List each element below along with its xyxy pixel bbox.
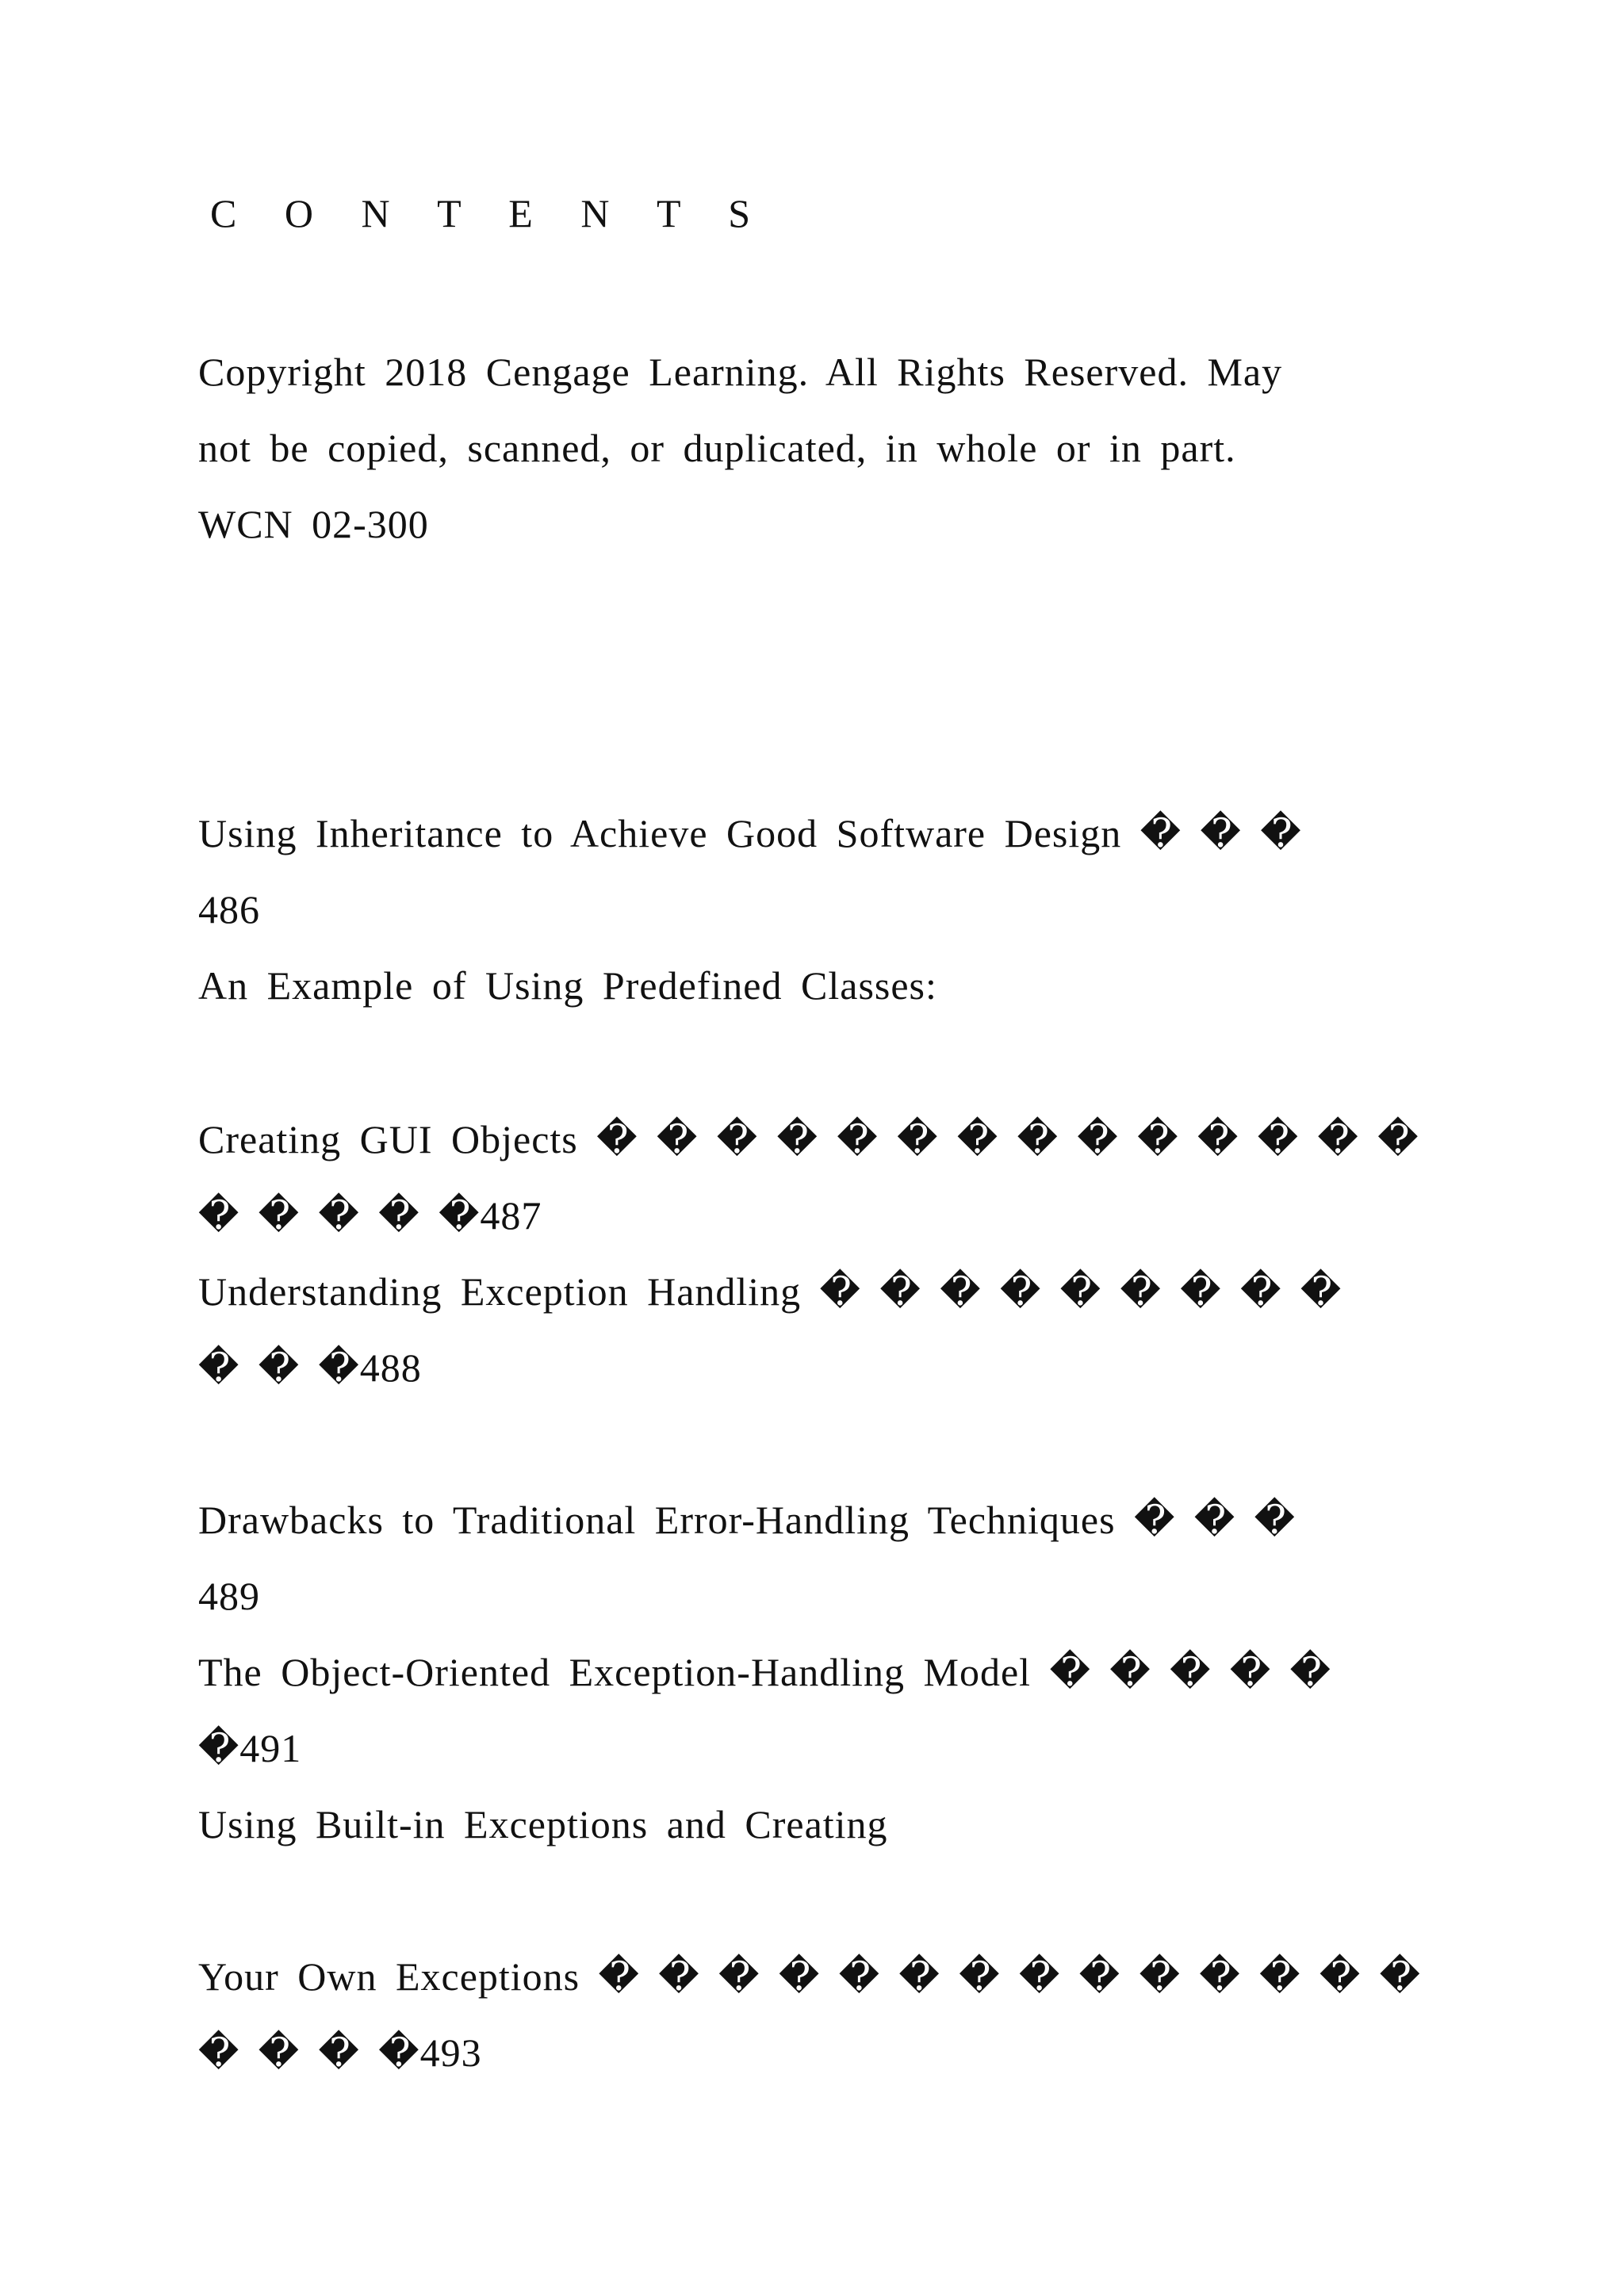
toc-entry-oo-model-page: �491 — [198, 1726, 302, 1770]
toc-entry-drawbacks-title: Drawbacks to Traditional Error-Handling Techniques � � � — [198, 1498, 1296, 1542]
toc-entry-own-exceptions-page: � � � �493 — [198, 2030, 482, 2075]
toc-entry-drawbacks-page: 489 — [198, 1574, 260, 1618]
toc-entry-gui-objects-title: Creating GUI Objects � � � � � � � � � � � � � � — [198, 1117, 1419, 1161]
toc-entry-gui-objects-page: � � � � �487 — [198, 1193, 542, 1238]
contents-heading: C O N T E N T S — [210, 191, 769, 235]
copyright-line-3: WCN 02-300 — [198, 502, 429, 546]
copyright-line-2: not be copied, scanned, or duplicated, in whole or in part. — [198, 426, 1236, 470]
toc-entry-built-in-exceptions-title: Using Built-in Exceptions and Creating — [198, 1802, 888, 1846]
toc-entry-predefined-classes-title: An Example of Using Predefined Classes: — [198, 963, 937, 1008]
toc-entry-own-exceptions-title: Your Own Exceptions � � � � � � � � � � � � � � — [198, 1954, 1421, 1999]
copyright-line-1: Copyright 2018 Cengage Learning. All Rights Reserved. May — [198, 350, 1283, 394]
toc-entry-oo-model-title: The Object-Oriented Exception-Handling Model � � � � � — [198, 1650, 1331, 1694]
toc-entry-exception-handling-title: Understanding Exception Handling � � � � � � � � � — [198, 1269, 1342, 1314]
toc-entry-inheritance-title: Using Inheritance to Achieve Good Software Design � � � — [198, 811, 1302, 855]
toc-entry-exception-handling-page: � � �488 — [198, 1345, 422, 1390]
toc-entry-inheritance-page: 486 — [198, 887, 260, 932]
